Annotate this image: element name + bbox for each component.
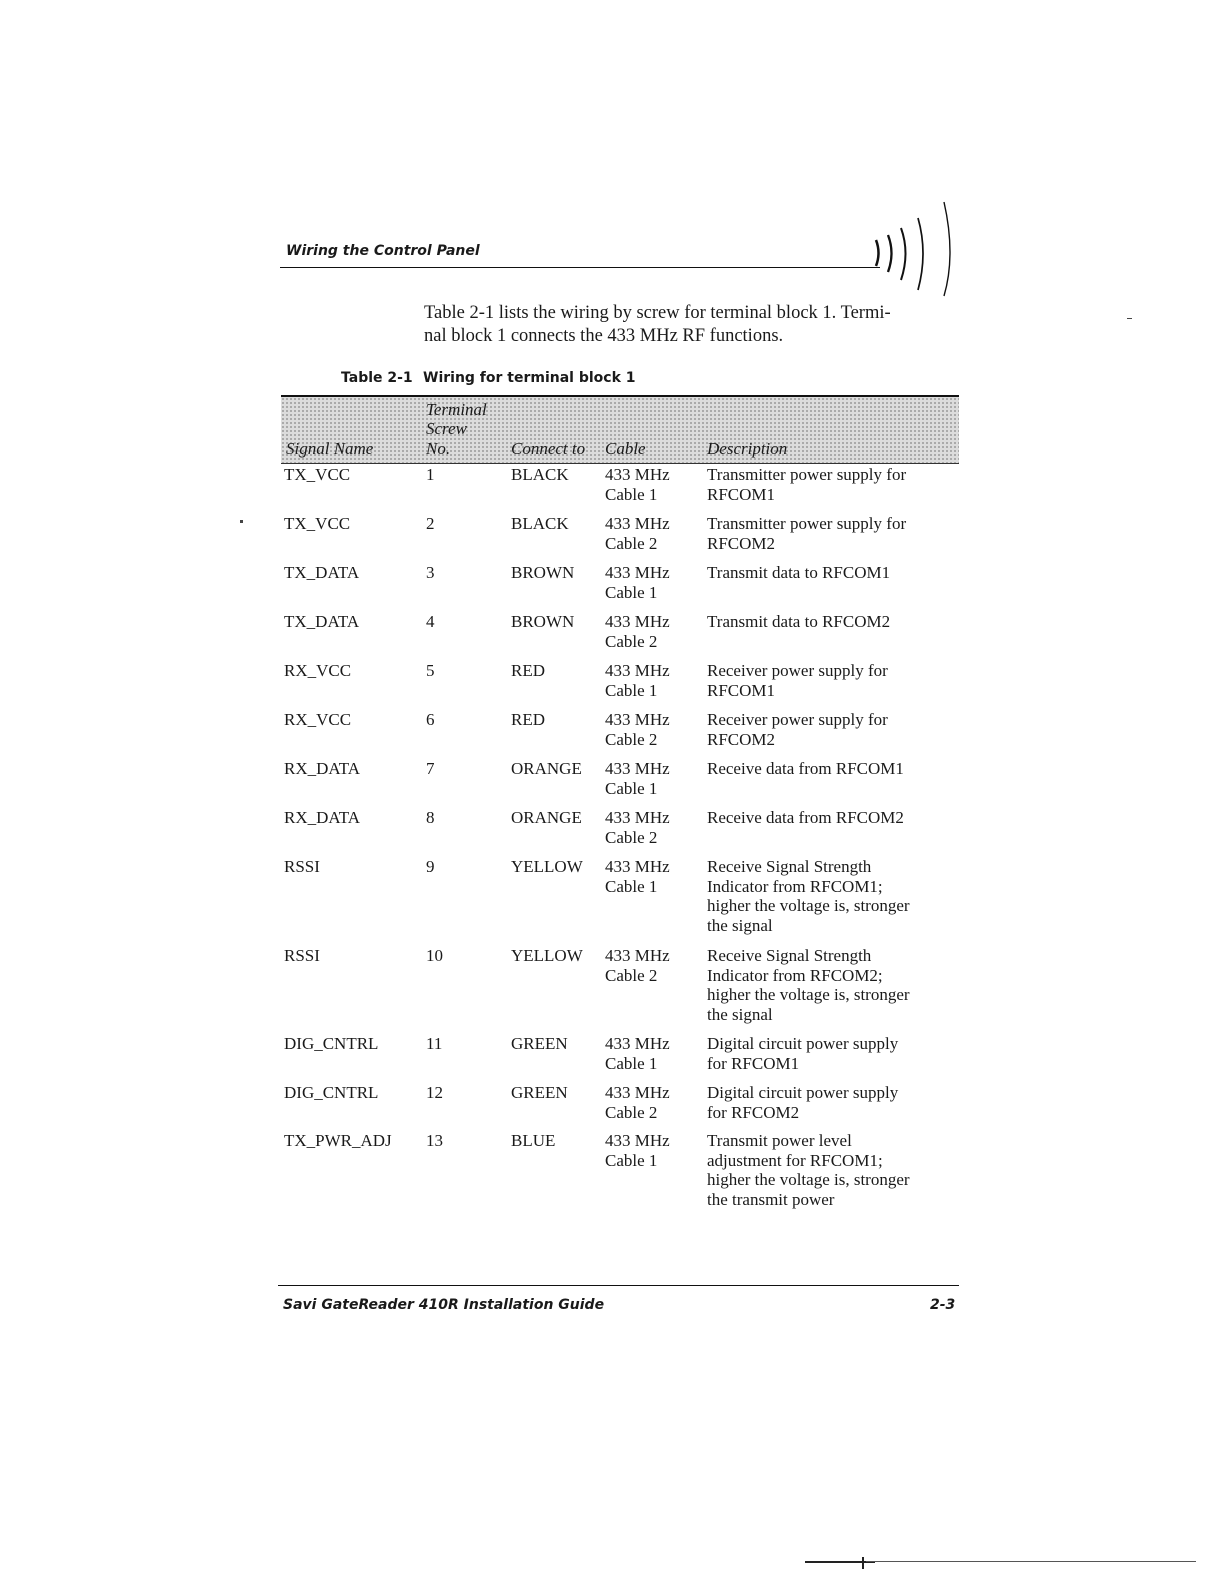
description-cell — [707, 857, 957, 935]
cable-line: 433 MHz — [605, 661, 670, 680]
connect-cell: BLACK — [511, 514, 569, 533]
description-line: Digital circuit power supply — [707, 1083, 899, 1102]
cable-line: 433 MHz — [605, 1034, 670, 1053]
cable-cell — [605, 563, 695, 602]
scan-speck — [1127, 318, 1132, 319]
cable-cell — [605, 514, 695, 553]
header-cable: Cable — [605, 439, 646, 458]
connect-cell: GREEN — [511, 1034, 568, 1053]
cable-line: Cable 1 — [605, 876, 658, 896]
description-line: Indicator from RFCOM2; — [707, 965, 883, 985]
connect-cell: GREEN — [511, 1083, 568, 1102]
cable-line: 433 MHz — [605, 465, 670, 484]
description-line: the signal — [707, 915, 773, 935]
description-cell — [707, 563, 957, 583]
scan-mark — [862, 1557, 864, 1569]
header-screw-line3: No. — [426, 439, 451, 458]
description-line: RFCOM1 — [707, 484, 776, 504]
cable-line: Cable 2 — [605, 729, 658, 749]
cable-cell — [605, 465, 695, 504]
description-cell — [707, 1083, 957, 1122]
signal-cell: TX_VCC — [284, 465, 351, 484]
intro-line-2: nal block 1 connects the 433 MHz RF functions. — [424, 326, 784, 346]
signal-cell: DIG_CNTRL — [284, 1083, 379, 1102]
cable-line: 433 MHz — [605, 514, 670, 533]
radio-waves-icon — [868, 200, 968, 300]
description-cell — [707, 759, 957, 779]
cable-line: Cable 1 — [605, 778, 658, 798]
connect-cell: ORANGE — [511, 808, 582, 827]
screw-cell: 3 — [426, 563, 435, 582]
cable-line: Cable 1 — [605, 680, 658, 700]
description-cell — [707, 1131, 957, 1209]
table-number: Table 2-1 — [341, 370, 413, 386]
table-caption — [341, 370, 636, 386]
description-line: for RFCOM2 — [707, 1102, 800, 1122]
description-cell — [707, 661, 957, 700]
description-line: Transmit data to RFCOM1 — [707, 563, 891, 582]
signal-cell: TX_PWR_ADJ — [284, 1131, 392, 1150]
description-line: the transmit power — [707, 1189, 835, 1209]
signal-cell: RX_DATA — [284, 808, 361, 827]
cable-cell — [605, 710, 695, 749]
signal-cell: TX_VCC — [284, 514, 351, 533]
description-cell — [707, 808, 957, 828]
screw-cell: 13 — [426, 1131, 443, 1150]
cable-line: 433 MHz — [605, 759, 670, 778]
header-description: Description — [707, 439, 788, 458]
screw-cell: 7 — [426, 759, 435, 778]
cable-line: 433 MHz — [605, 808, 670, 827]
description-cell — [707, 710, 957, 749]
intro-paragraph — [424, 302, 969, 348]
description-line: adjustment for RFCOM1; — [707, 1150, 883, 1170]
cable-line: 433 MHz — [605, 1131, 670, 1150]
signal-cell: RX_VCC — [284, 710, 352, 729]
screw-cell: 11 — [426, 1034, 443, 1053]
header-signal-name: Signal Name — [286, 439, 374, 458]
footer-rule — [278, 1285, 959, 1286]
description-line: Receive data from RFCOM1 — [707, 759, 904, 778]
screw-cell: 9 — [426, 857, 435, 876]
cable-line: 433 MHz — [605, 710, 670, 729]
signal-cell: DIG_CNTRL — [284, 1034, 379, 1053]
description-line: Indicator from RFCOM1; — [707, 876, 883, 896]
description-line: RFCOM1 — [707, 680, 776, 700]
header-rule — [280, 267, 880, 268]
screw-cell: 12 — [426, 1083, 443, 1102]
cable-line: Cable 2 — [605, 631, 658, 651]
connect-cell: BLUE — [511, 1131, 556, 1150]
cable-line: Cable 2 — [605, 1102, 658, 1122]
signal-cell: RSSI — [284, 946, 320, 965]
description-line: RFCOM2 — [707, 729, 776, 749]
cable-cell — [605, 661, 695, 700]
description-line: higher the voltage is, stronger — [707, 1170, 910, 1189]
cable-line: 433 MHz — [605, 612, 670, 631]
description-line: Transmitter power supply for — [707, 514, 907, 533]
connect-cell: RED — [511, 710, 545, 729]
description-line: higher the voltage is, stronger — [707, 985, 910, 1004]
scan-mark — [866, 1561, 1196, 1562]
header-screw-line2: Screw — [426, 419, 467, 438]
cable-line: Cable 2 — [605, 965, 658, 985]
connect-cell: RED — [511, 661, 545, 680]
description-line: higher the voltage is, stronger — [707, 896, 910, 915]
description-line: Receive Signal Strength — [707, 857, 872, 876]
cable-line: Cable 1 — [605, 582, 658, 602]
connect-cell: BLACK — [511, 465, 569, 484]
cable-line: 433 MHz — [605, 857, 670, 876]
cable-cell — [605, 1083, 695, 1122]
table-title: Wiring for terminal block 1 — [423, 370, 636, 386]
signal-cell: RX_DATA — [284, 759, 361, 778]
description-line: for RFCOM1 — [707, 1053, 800, 1073]
screw-cell: 2 — [426, 514, 435, 533]
scan-speck — [240, 520, 243, 523]
header-connect-to: Connect to — [511, 439, 586, 458]
cable-cell — [605, 1131, 695, 1170]
description-line: Receiver power supply for — [707, 710, 888, 729]
cable-cell — [605, 808, 695, 847]
screw-cell: 6 — [426, 710, 435, 729]
connect-cell: YELLOW — [511, 857, 583, 876]
cable-line: Cable 1 — [605, 484, 658, 504]
description-cell — [707, 1034, 957, 1073]
scan-mark — [805, 1561, 875, 1563]
connect-cell: YELLOW — [511, 946, 583, 965]
description-line: Transmit power level — [707, 1131, 852, 1150]
cable-line: Cable 2 — [605, 827, 658, 847]
description-line: Receive Signal Strength — [707, 946, 872, 965]
footer-title: Savi GateReader 410R Installation Guide — [283, 1297, 605, 1313]
cable-line: Cable 2 — [605, 533, 658, 553]
description-line: Receive data from RFCOM2 — [707, 808, 904, 827]
screw-cell: 10 — [426, 946, 443, 965]
description-cell — [707, 514, 957, 553]
description-line: Receiver power supply for — [707, 661, 888, 680]
signal-cell: RSSI — [284, 857, 320, 876]
cable-cell — [605, 1034, 695, 1073]
cable-line: Cable 1 — [605, 1150, 658, 1170]
signal-cell: RX_VCC — [284, 661, 352, 680]
intro-line-1: Table 2-1 lists the wiring by screw for terminal block 1. Termi- — [424, 303, 891, 323]
screw-cell: 1 — [426, 465, 435, 484]
cable-cell — [605, 857, 695, 896]
description-line: Digital circuit power supply — [707, 1034, 899, 1053]
description-cell — [707, 465, 957, 504]
description-cell — [707, 612, 957, 632]
signal-cell: TX_DATA — [284, 563, 360, 582]
cable-cell — [605, 759, 695, 798]
description-line: RFCOM2 — [707, 533, 776, 553]
cable-cell — [605, 612, 695, 651]
screw-cell: 5 — [426, 661, 435, 680]
connect-cell: BROWN — [511, 563, 575, 582]
screw-cell: 8 — [426, 808, 435, 827]
screw-cell: 4 — [426, 612, 435, 631]
cable-line: 433 MHz — [605, 563, 670, 582]
cable-line: Cable 1 — [605, 1053, 658, 1073]
signal-cell: TX_DATA — [284, 612, 360, 631]
description-line: Transmit data to RFCOM2 — [707, 612, 891, 631]
description-cell — [707, 946, 957, 1024]
cable-line: 433 MHz — [605, 946, 670, 965]
description-line: the signal — [707, 1004, 773, 1024]
header-screw-line1: Terminal — [426, 400, 487, 419]
connect-cell: ORANGE — [511, 759, 582, 778]
cable-line: 433 MHz — [605, 1083, 670, 1102]
description-line: Transmitter power supply for — [707, 465, 907, 484]
running-header-title: Wiring the Control Panel — [286, 243, 480, 259]
page-number: 2-3 — [930, 1297, 956, 1313]
connect-cell: BROWN — [511, 612, 575, 631]
cable-cell — [605, 946, 695, 985]
